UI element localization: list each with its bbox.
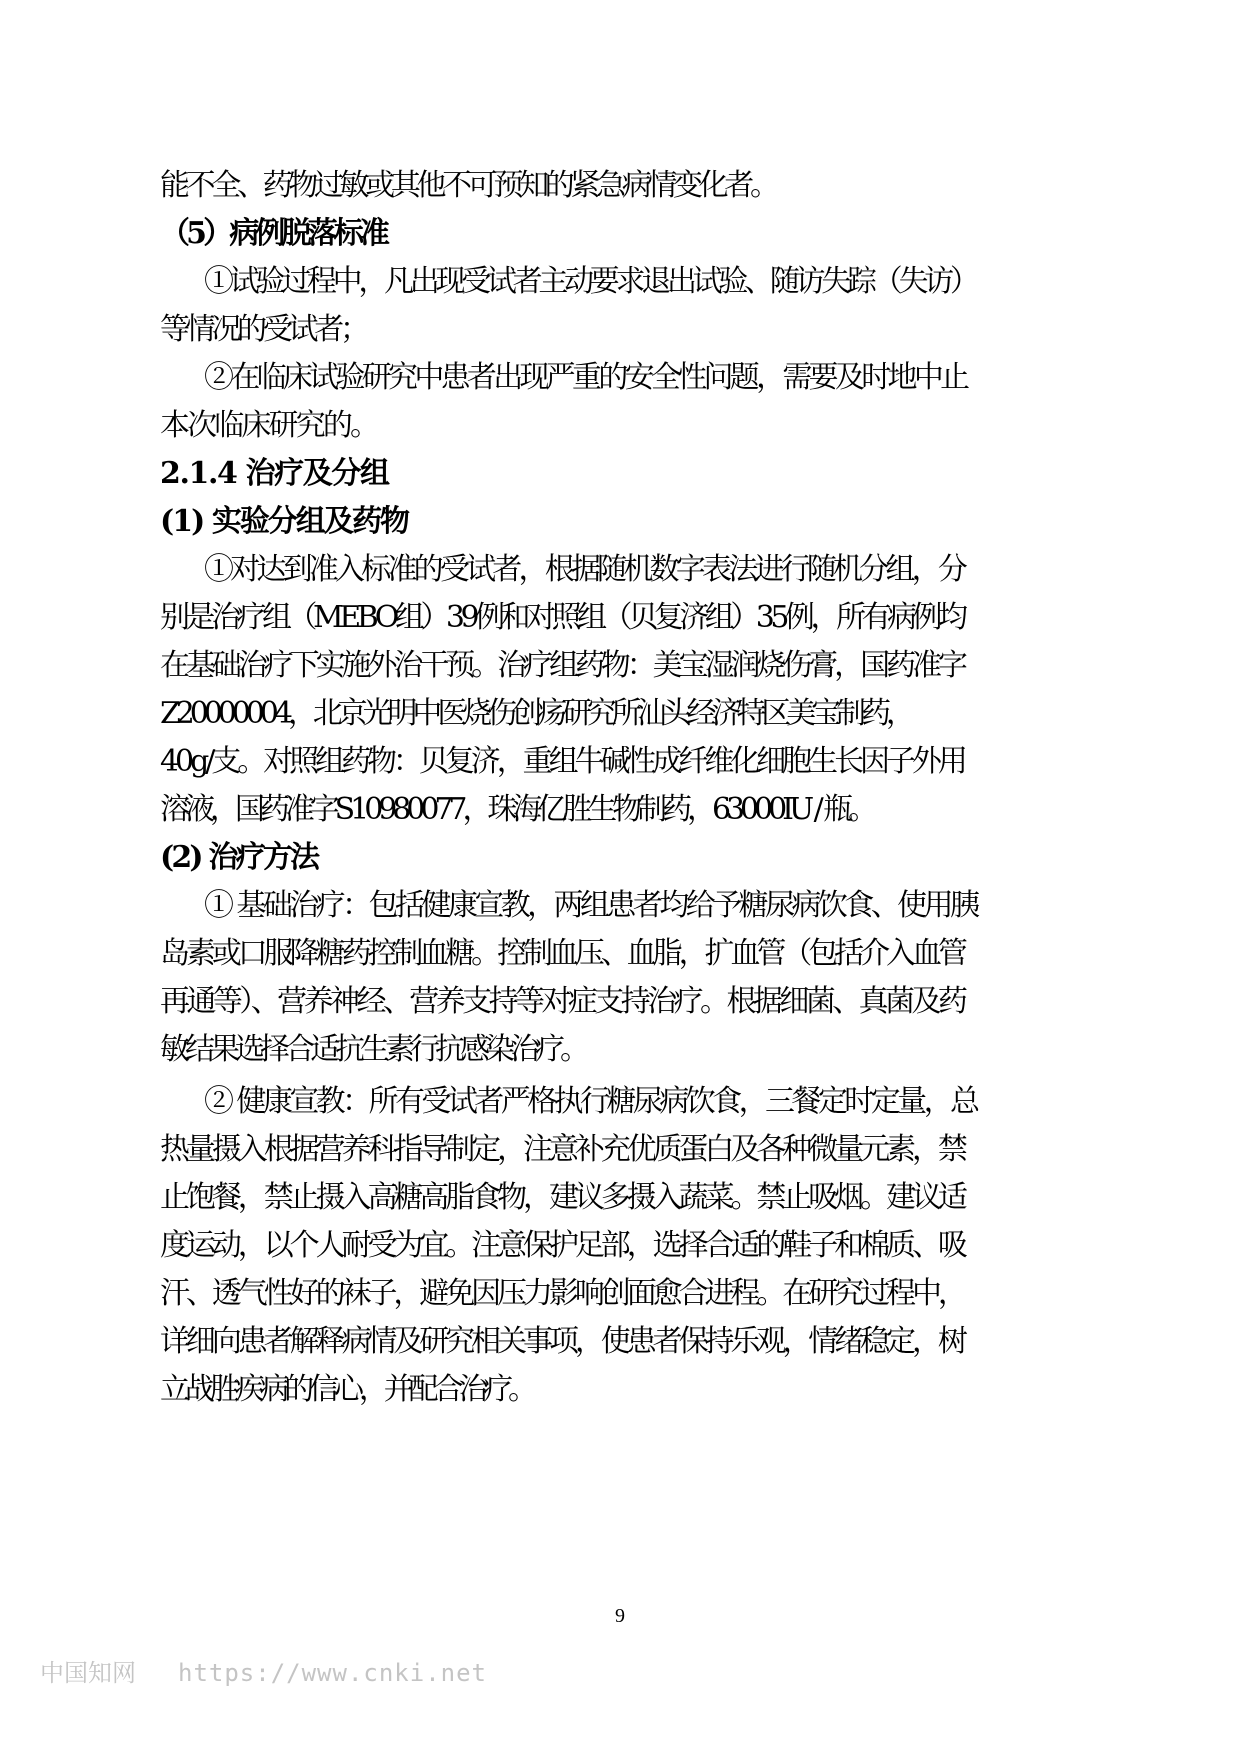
heading-text: (1) 实验分组及药物 [160, 504, 409, 539]
section-heading [0, 210, 1240, 258]
text-line-content: 止饱餐，禁止摄入高糖高脂食物，建议多摄入蔬菜。禁止吸烟。建议适 [160, 1180, 964, 1215]
section-heading [0, 450, 1240, 498]
text-line-content: 别是治疗组（MEBO组）39例和对照组（贝复济组）35例，所有病例均 [160, 600, 964, 635]
text-line [0, 882, 1240, 930]
section-heading [0, 498, 1240, 546]
text-line-content: 能不全、药物过敏或其他不可预知的紧急病情变化者。 [160, 168, 776, 203]
text-line [0, 594, 1240, 642]
text-line [0, 546, 1240, 594]
text-line-content: Z20000004，北京光明中医烧伤创疡研究所汕头经济特区美宝制药， [160, 696, 911, 731]
text-line-content: 在基础治疗下实施外治干预。治疗组药物：美宝湿润烧伤膏，国药准字 [160, 648, 964, 683]
text-line [0, 258, 1240, 306]
text-line-content: ①试验过程中，凡出现受试者主动要求退出试验、随访失踪（失访） [204, 264, 976, 299]
text-line-content: ②在临床试验研究中患者出现严重的安全性问题，需要及时地中止 [204, 360, 967, 395]
watermark-brand: 中国知网 [40, 1659, 136, 1687]
text-line-content: 40g/支。对照组药物：贝复济，重组牛碱性成纤维化细胞生长因子外用 [160, 744, 964, 779]
text-line [0, 402, 1240, 450]
text-line [0, 1270, 1240, 1318]
text-line [0, 354, 1240, 402]
text-line [0, 738, 1240, 786]
text-line-content: ② 健康宣教：所有受试者严格执行糖尿病饮食，三餐定时定量，总 [204, 1084, 977, 1119]
text-line-content: 汗、透气性好的袜子，避免因压力影响创面愈合进程。在研究过程中， [160, 1276, 964, 1311]
text-line-content: 详细向患者解释病情及研究相关事项，使患者保持乐观，情绪稳定，树 [160, 1324, 964, 1359]
watermark [40, 1656, 487, 1690]
text-line-content: ① 基础治疗：包括健康宣教，两组患者均给予糖尿病饮食、使用胰 [204, 888, 977, 923]
text-line-content: 本次临床研究的。 [160, 408, 378, 443]
text-line-content: 等情况的受试者； [160, 312, 366, 347]
text-line [0, 306, 1240, 354]
text-line [0, 786, 1240, 834]
text-line-content: 溶液，国药准字S10980077，珠海亿胜生物制药，63000IU / 瓶。 [160, 792, 874, 827]
page-number: 9 [615, 1605, 625, 1627]
text-line-content: 岛素或口服降糖药控制血糖。控制血压、血脂，扩血管（包括介入血管 [160, 936, 964, 971]
text-line-content: 度运动，以个人耐受为宜。注意保护足部，选择合适的鞋子和棉质、吸 [160, 1228, 964, 1263]
text-line [0, 1126, 1240, 1174]
text-line [0, 930, 1240, 978]
text-line [0, 1174, 1240, 1222]
text-line-content: 再通等）、营养神经、营养支持等对症支持治疗。根据细菌、真菌及药 [160, 984, 965, 1019]
heading-text: (2) 治疗方法 [160, 840, 318, 875]
text-line [0, 690, 1240, 738]
text-line [0, 1318, 1240, 1366]
text-line [0, 1078, 1240, 1126]
text-line [0, 1366, 1240, 1414]
text-line [0, 1222, 1240, 1270]
section-heading [0, 834, 1240, 882]
text-line [0, 162, 1240, 210]
text-line-content: 立战胜疾病的信心，并配合治疗。 [160, 1372, 533, 1407]
text-line [0, 1026, 1240, 1074]
text-line [0, 978, 1240, 1026]
heading-text: 2.1.4 治疗及分组 [160, 456, 389, 491]
text-line-content: 热量摄入根据营养科指导制定，注意补充优质蛋白及各种微量元素，禁 [160, 1132, 964, 1167]
text-line-content: ①对达到准入标准的受试者，根据随机数字表法进行随机分组，分 [204, 552, 965, 587]
text-line-content: 敏结果选择合适抗生素行抗感染治疗。 [160, 1032, 585, 1067]
watermark-url: https://www.cnki.net [178, 1659, 487, 1687]
heading-text: （5）病例脱落标准 [160, 216, 387, 251]
text-line [0, 642, 1240, 690]
